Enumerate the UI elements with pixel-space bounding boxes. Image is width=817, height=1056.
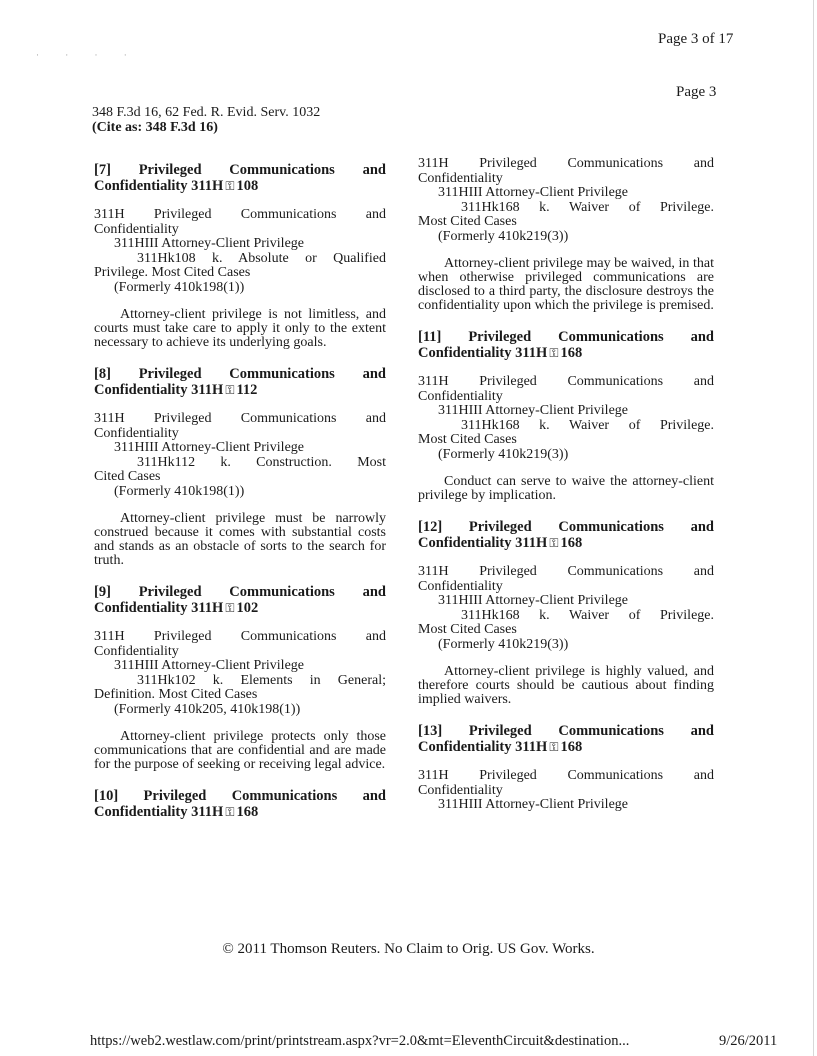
headnote-10-continued bbox=[418, 157, 714, 313]
subtopic-line: 311HIII Attorney-Client Privilege bbox=[114, 236, 304, 251]
topic-line-cont: Confidentiality bbox=[418, 388, 503, 404]
page-number: Page 3 bbox=[676, 84, 717, 100]
formerly-line: (Formerly 410k219(3)) bbox=[438, 228, 569, 244]
keynumber-block bbox=[418, 375, 714, 462]
subtopic-line: 311HIII Attorney-Client Privilege bbox=[438, 185, 628, 200]
headnote-heading: [8] Privileged Communications and Confidentiality 311H ⚿ 112 bbox=[94, 366, 386, 398]
topic-line: 311H Privileged Communications and bbox=[418, 768, 714, 783]
headnote-8 bbox=[94, 366, 386, 568]
citation-block bbox=[92, 105, 320, 135]
formerly-line: (Formerly 410k198(1)) bbox=[114, 279, 245, 295]
subtopic-line: 311HIII Attorney-Client Privilege bbox=[114, 440, 304, 455]
headnote-text: Attorney-client privilege is highly valued, and therefore courts should be cautious about finding implied waivers. bbox=[418, 664, 714, 707]
key-symbol-icon: ⚿ bbox=[225, 601, 235, 615]
headnote-12 bbox=[418, 519, 714, 707]
headnote-heading: [13] Privileged Communications and Confidentiality 311H ⚿ 168 bbox=[418, 723, 714, 755]
cite-as-line: (Cite as: 348 F.3d 16) bbox=[92, 120, 218, 135]
keynumber-block bbox=[418, 565, 714, 652]
topic-line-cont: Confidentiality bbox=[94, 425, 179, 441]
key-line: 311Hk112 k. Construction. Most bbox=[137, 454, 386, 470]
subtopic-line: 311HIII Attorney-Client Privilege bbox=[114, 658, 304, 673]
spacer bbox=[94, 772, 386, 788]
topic-line: 311H Privileged Communications and bbox=[418, 564, 714, 579]
headnote-13 bbox=[418, 723, 714, 813]
key-line-cont: Most Cited Cases bbox=[418, 214, 517, 229]
keynumber-block bbox=[94, 412, 386, 499]
headnote-text: Attorney-client privilege must be narrowly construed because it comes with substantial costs and stands as an obstacle of sorts to the search for truth. bbox=[94, 511, 386, 568]
right-column bbox=[418, 157, 714, 813]
key-line-cont: Most Cited Cases bbox=[418, 432, 517, 447]
scan-specks: · · · · bbox=[36, 50, 139, 60]
key-symbol-icon: ⚿ bbox=[549, 346, 559, 360]
key-symbol-icon: ⚿ bbox=[225, 179, 235, 193]
subtopic-line: 311HIII Attorney-Client Privilege bbox=[438, 403, 628, 418]
subtopic-line: 311HIII Attorney-Client Privilege bbox=[438, 593, 628, 608]
formerly-line: (Formerly 410k219(3)) bbox=[438, 636, 569, 652]
formerly-line: (Formerly 410k205, 410k198(1)) bbox=[114, 701, 301, 717]
key-line: 311Hk102 k. Elements in General; bbox=[137, 672, 386, 688]
headnote-text: Attorney-client privilege may be waived, in that when otherwise privileged communications are disclosed to a third party, the disclosure destroys the confidentiality upon which the privilege is premised. bbox=[418, 256, 714, 313]
key-symbol-icon: ⚿ bbox=[549, 740, 559, 754]
headnote-heading: [12] Privileged Communications and Confidentiality 311H ⚿ 168 bbox=[418, 519, 714, 551]
keynumber-block bbox=[418, 157, 714, 244]
headnote-text: Attorney-client privilege protects only those communications that are confidential and are made for the purpose of seeking or receiving legal advice. bbox=[94, 729, 386, 772]
key-line: 311Hk168 k. Waiver of Privilege. bbox=[461, 417, 714, 433]
topic-line-cont: Confidentiality bbox=[94, 221, 179, 237]
citation-line: 348 F.3d 16, 62 Fed. R. Evid. Serv. 1032 bbox=[92, 105, 321, 120]
page-of-indicator: Page 3 of 17 bbox=[658, 31, 734, 47]
spacer bbox=[418, 503, 714, 519]
headnote-text: Attorney-client privilege is not limitless, and courts must take care to apply it only to the extent necessary to achieve its underlying goals. bbox=[94, 307, 386, 350]
key-line: 311Hk108 k. Absolute or Qualified bbox=[137, 250, 386, 266]
topic-line-cont: Confidentiality bbox=[94, 643, 179, 659]
left-column bbox=[94, 162, 386, 820]
key-line-cont: Privilege. Most Cited Cases bbox=[94, 265, 251, 280]
key-symbol-icon: ⚿ bbox=[225, 383, 235, 397]
keynumber-block bbox=[94, 630, 386, 717]
key-line-cont: Most Cited Cases bbox=[418, 622, 517, 637]
key-symbol-icon: ⚿ bbox=[225, 805, 235, 819]
spacer bbox=[418, 707, 714, 723]
headnote-7 bbox=[94, 162, 386, 350]
topic-line: 311H Privileged Communications and bbox=[418, 374, 714, 389]
topic-line-cont: Confidentiality bbox=[418, 170, 503, 186]
print-url: https://web2.westlaw.com/print/printstream.aspx?vr=2.0&mt=EleventhCircuit&destination... bbox=[90, 1033, 630, 1049]
key-symbol-icon: ⚿ bbox=[549, 536, 559, 550]
subtopic-line: 311HIII Attorney-Client Privilege bbox=[438, 797, 628, 812]
topic-line: 311H Privileged Communications and bbox=[94, 411, 386, 426]
spacer bbox=[418, 313, 714, 329]
headnote-text: Conduct can serve to waive the attorney-client privilege by implication. bbox=[418, 474, 714, 503]
headnote-heading: [7] Privileged Communications and Confidentiality 311H ⚿ 108 bbox=[94, 162, 386, 194]
key-line: 311Hk168 k. Waiver of Privilege. bbox=[461, 199, 714, 215]
topic-line: 311H Privileged Communications and bbox=[418, 156, 714, 171]
print-date: 9/26/2011 bbox=[719, 1033, 778, 1049]
topic-line: 311H Privileged Communications and bbox=[94, 207, 386, 222]
headnote-9 bbox=[94, 584, 386, 772]
formerly-line: (Formerly 410k219(3)) bbox=[438, 446, 569, 462]
spacer bbox=[94, 568, 386, 584]
headnote-heading: [11] Privileged Communications and Confidentiality 311H ⚿ 168 bbox=[418, 329, 714, 361]
key-line: 311Hk168 k. Waiver of Privilege. bbox=[461, 607, 714, 623]
formerly-line: (Formerly 410k198(1)) bbox=[114, 483, 245, 499]
keynumber-block bbox=[418, 769, 714, 813]
headnote-heading: [9] Privileged Communications and Confidentiality 311H ⚿ 102 bbox=[94, 584, 386, 616]
copyright-footer: © 2011 Thomson Reuters. No Claim to Orig. US Gov. Works. bbox=[222, 941, 595, 957]
headnote-heading: [10] Privileged Communications and Confidentiality 311H ⚿ 168 bbox=[94, 788, 386, 820]
topic-line-cont: Confidentiality bbox=[418, 578, 503, 594]
spacer bbox=[94, 350, 386, 366]
key-line-cont: Definition. Most Cited Cases bbox=[94, 687, 258, 702]
key-line-cont: Cited Cases bbox=[94, 469, 161, 484]
headnote-10 bbox=[94, 788, 386, 820]
page-edge-line bbox=[813, 0, 814, 1056]
headnote-11 bbox=[418, 329, 714, 503]
topic-line-cont: Confidentiality bbox=[418, 782, 503, 798]
topic-line: 311H Privileged Communications and bbox=[94, 629, 386, 644]
keynumber-block bbox=[94, 208, 386, 295]
